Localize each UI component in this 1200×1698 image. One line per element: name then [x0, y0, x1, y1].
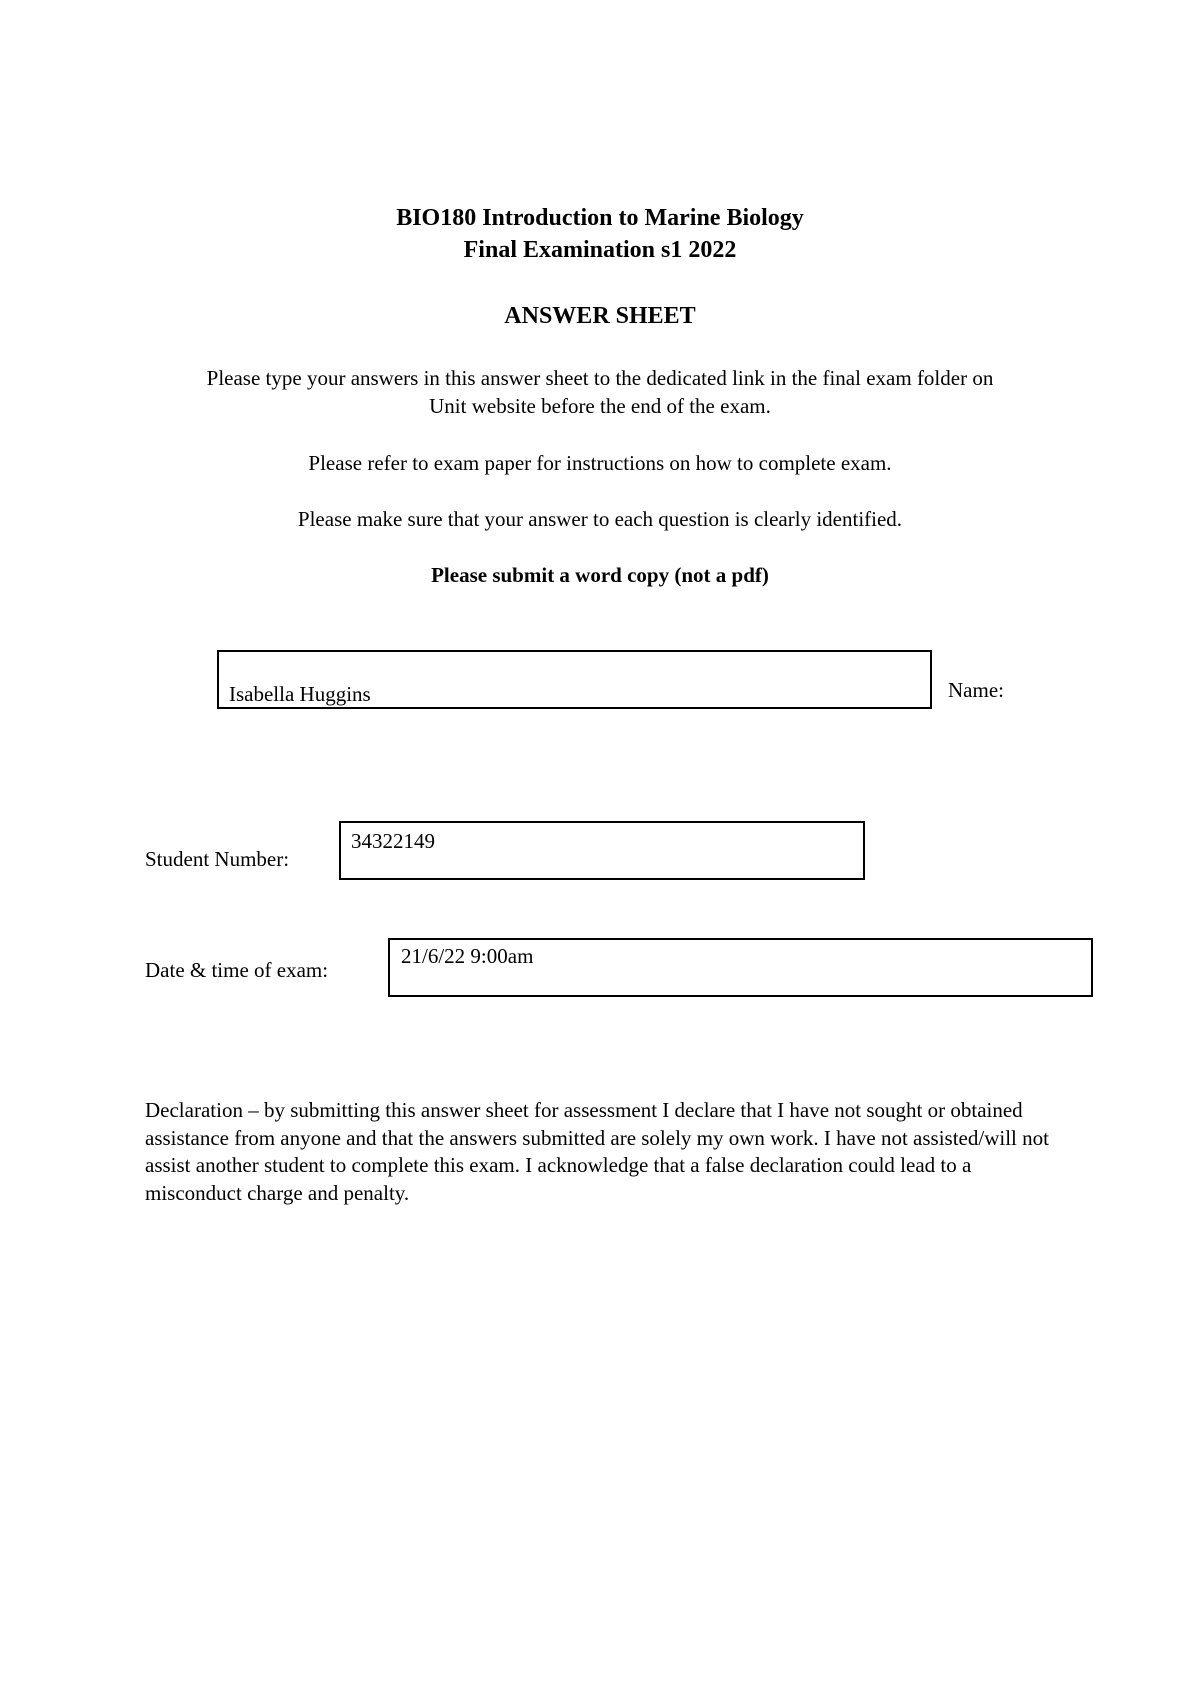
declaration-text: Declaration – by submitting this answer sheet for assessment I declare that I have not sought or obtained assistance from anyone and that the answers submitted are solely my own work. I have not assisted/will not assist another student to complete this exam. I acknowledge that a false declaration could lead to a misconduct charge and penalty. [145, 1098, 1049, 1205]
date-time-label: Date & time of exam: [145, 958, 329, 982]
exam-title: Final Examination s1 2022 [463, 237, 737, 263]
student-number-label: Student Number: [145, 847, 290, 871]
student-number-value: 34322149 [351, 829, 435, 853]
instruction-identify: Please make sure that your answer to each question is clearly identified. [297, 507, 903, 531]
instruction-refer: Please refer to exam paper for instructions on how to complete exam. [308, 451, 892, 475]
instruction-line-2: Unit website before the end of the exam. [429, 394, 771, 418]
instruction-line-1: Please type your answers in this answer sheet to the dedicated link in the final exam folder on [206, 366, 994, 390]
date-time-value: 21/6/22 9:00am [401, 944, 534, 968]
student-number-field[interactable] [339, 821, 865, 880]
submit-instruction: Please submit a word copy (not a pdf) [431, 563, 769, 587]
name-field[interactable] [217, 650, 932, 709]
name-label: Name: [948, 678, 1004, 702]
course-title: BIO180 Introduction to Marine Biology [396, 205, 804, 231]
answer-sheet-heading: ANSWER SHEET [504, 303, 696, 329]
name-value: Isabella Huggins [229, 682, 371, 706]
date-time-field[interactable] [388, 938, 1093, 997]
